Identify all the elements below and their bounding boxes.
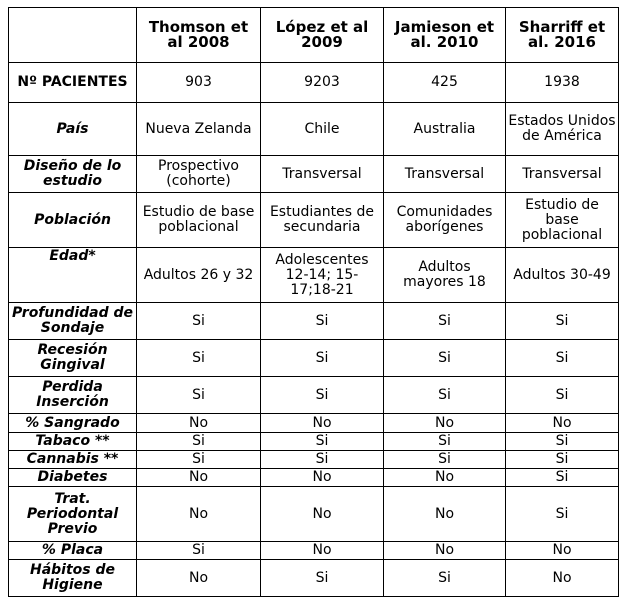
table-cell: Si (506, 451, 619, 469)
row-label: Hábitos de Higiene (9, 560, 137, 597)
table-row (9, 469, 619, 487)
table-cell: Prospectivo (cohorte) (137, 156, 261, 193)
row-label: Recesión Gingival (9, 340, 137, 377)
table-cell: Si (137, 340, 261, 377)
table-cell: Si (261, 433, 384, 451)
table-cell: Si (384, 340, 506, 377)
table-row (9, 542, 619, 560)
table-cell: Si (384, 433, 506, 451)
study-comparison-table (8, 7, 619, 597)
table-cell: Estados Unidos de América (506, 103, 619, 156)
row-label: Nº PACIENTES (9, 63, 137, 103)
table-row (9, 377, 619, 414)
table-row (9, 560, 619, 597)
row-label: % Sangrado (9, 414, 137, 433)
table-cell: Si (384, 451, 506, 469)
table-cell: Chile (261, 103, 384, 156)
table-cell: No (137, 414, 261, 433)
table-cell: No (261, 414, 384, 433)
row-label: País (9, 103, 137, 156)
table-cell: No (384, 469, 506, 487)
table-cell: Adultos mayores 18 (384, 248, 506, 303)
table-cell: No (261, 469, 384, 487)
table-cell: Australia (384, 103, 506, 156)
row-label: Cannabis ** (9, 451, 137, 469)
table-cell: Si (261, 451, 384, 469)
table-row (9, 451, 619, 469)
row-label: Profundidad de Sondaje (9, 303, 137, 340)
table-cell: Adolescentes 12-14; 15-17;18-21 (261, 248, 384, 303)
table-cell: Si (137, 303, 261, 340)
table-cell: Si (384, 560, 506, 597)
table-cell: Estudio de base poblacional (137, 193, 261, 248)
row-label: Tabaco ** (9, 433, 137, 451)
table-cell: Si (137, 542, 261, 560)
table-cell: Si (137, 433, 261, 451)
table-cell: No (384, 487, 506, 542)
table-cell: Adultos 26 y 32 (137, 248, 261, 303)
row-label: Diabetes (9, 469, 137, 487)
row-label: % Placa (9, 542, 137, 560)
row-label: Perdida Inserción (9, 377, 137, 414)
table-row (9, 303, 619, 340)
table-row (9, 103, 619, 156)
table-cell: Si (261, 303, 384, 340)
table-cell: Si (261, 340, 384, 377)
table-cell: Si (261, 377, 384, 414)
table-cell: Estudio de base poblacional (506, 193, 619, 248)
table-cell: 425 (384, 63, 506, 103)
table-cell: No (384, 414, 506, 433)
table-row (9, 340, 619, 377)
study-header-lopez: López et al 2009 (261, 8, 384, 63)
table-cell: No (261, 542, 384, 560)
table-cell: No (506, 414, 619, 433)
table-cell: No (506, 542, 619, 560)
table-row (9, 487, 619, 542)
table-cell: Si (384, 377, 506, 414)
table-cell: 903 (137, 63, 261, 103)
table-cell: No (261, 487, 384, 542)
table-cell: 1938 (506, 63, 619, 103)
table-cell: Adultos 30-49 (506, 248, 619, 303)
table-row (9, 156, 619, 193)
table-cell: Transversal (506, 156, 619, 193)
table-cell: Si (506, 487, 619, 542)
table-cell: Si (506, 469, 619, 487)
table-cell: Nueva Zelanda (137, 103, 261, 156)
row-label: Población (9, 193, 137, 248)
table-cell: Transversal (261, 156, 384, 193)
table-cell: No (137, 469, 261, 487)
table-row (9, 63, 619, 103)
table-row (9, 414, 619, 433)
table-cell: Si (261, 560, 384, 597)
study-header-thomson: Thomson et al 2008 (137, 8, 261, 63)
table-cell: Si (506, 340, 619, 377)
table-cell: Si (506, 377, 619, 414)
table-cell: Si (137, 377, 261, 414)
table-cell: Si (137, 451, 261, 469)
table-cell: No (137, 560, 261, 597)
table-cell: Si (384, 303, 506, 340)
table-cell: Comunidades aborígenes (384, 193, 506, 248)
row-label: Trat. Periodontal Previo (9, 487, 137, 542)
table-row (9, 248, 619, 303)
table-cell: No (137, 487, 261, 542)
table-cell: Transversal (384, 156, 506, 193)
table-cell: Si (506, 433, 619, 451)
corner-cell (9, 8, 137, 63)
study-header-jamieson: Jamieson et al. 2010 (384, 8, 506, 63)
row-label: Diseño de lo estudio (9, 156, 137, 193)
row-label: Edad* (9, 248, 137, 303)
study-header-sharriff: Sharriff et al. 2016 (506, 8, 619, 63)
table-cell: No (384, 542, 506, 560)
table-cell: Estudiantes de secundaria (261, 193, 384, 248)
table-cell: No (506, 560, 619, 597)
table-row (9, 433, 619, 451)
header-row (9, 8, 619, 63)
table-cell: 9203 (261, 63, 384, 103)
table-cell: Si (506, 303, 619, 340)
table-row (9, 193, 619, 248)
